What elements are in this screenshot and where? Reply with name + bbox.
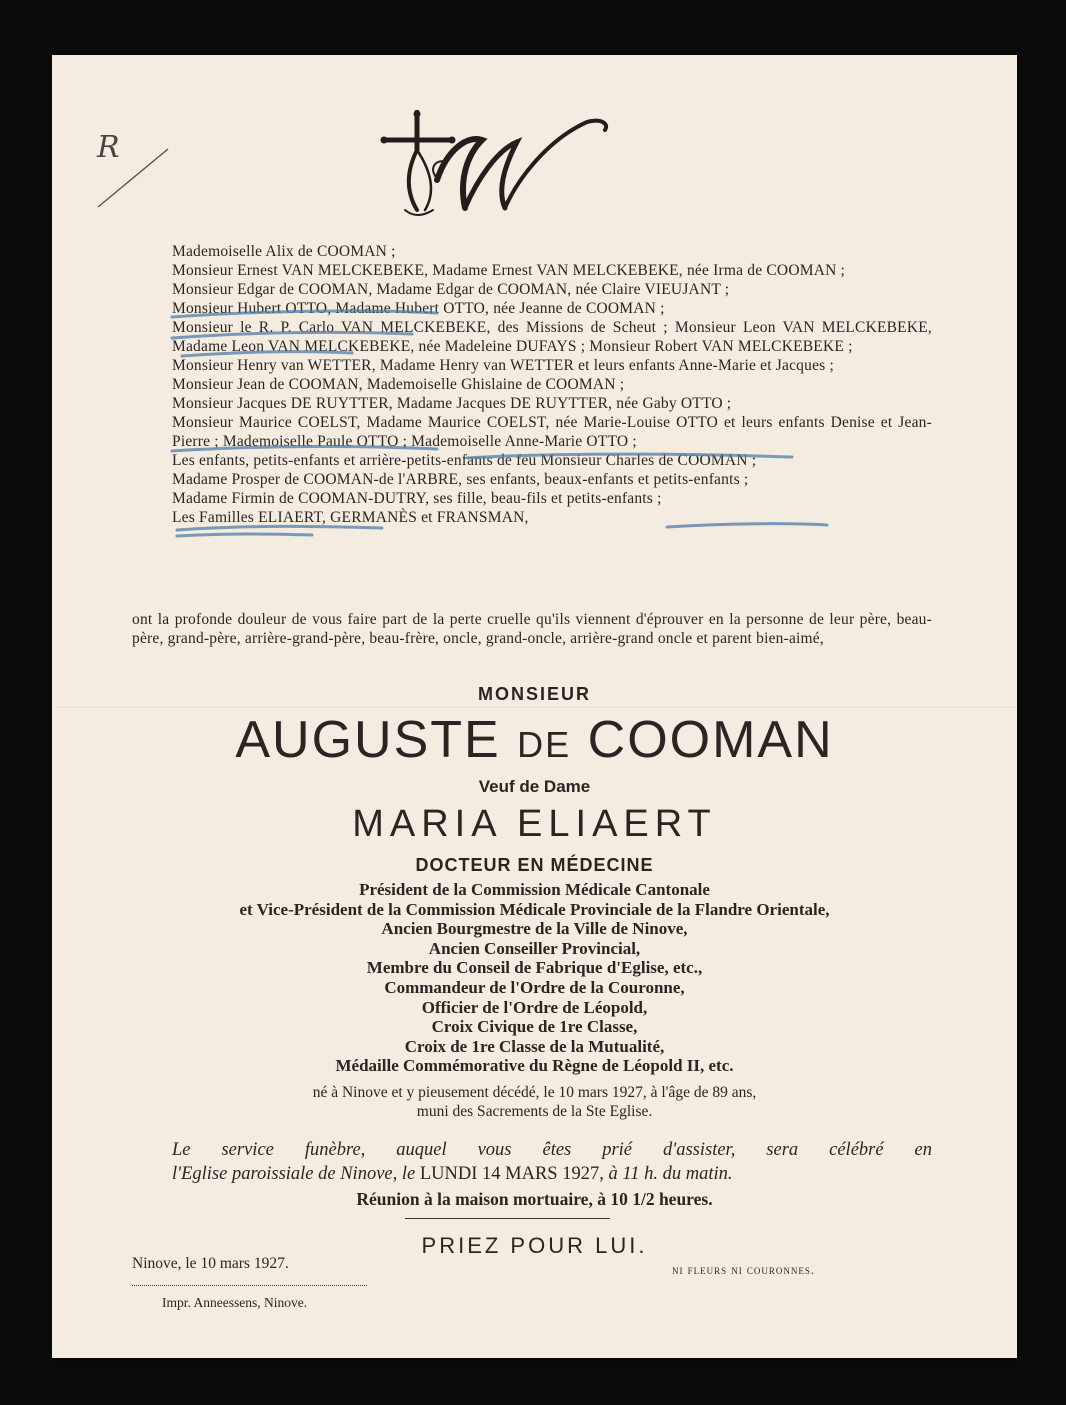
mourner-line: Monsieur Jacques DE RUYTTER, Madame Jacques DE RUYTTER, née Gaby OTTO ; (172, 395, 732, 412)
mourner-line: Monsieur Ernest VAN MELCKEBEKE, Madame Ernest VAN MELCKEBEKE, née Irma de COOMAN ; (172, 262, 846, 279)
death-line: né à Ninove et y pieusement décédé, le 10 mars 1927, à l'âge de 89 ans, (312, 1084, 757, 1101)
deceased-particle: DE (517, 724, 572, 765)
title-line: Ancien Conseiller Provincial, (428, 938, 641, 958)
title-line: Croix Civique de 1re Classe, (431, 1017, 638, 1037)
mourner-line: Monsieur Jean de COOMAN, Mademoiselle Ghislaine de COOMAN ; (172, 376, 625, 393)
paper-fold (52, 707, 1017, 709)
title-line: Président de la Commission Médicale Cantonale (359, 880, 710, 899)
service-date: LUNDI 14 MARS 1927, (419, 1164, 604, 1184)
profession: DOCTEUR EN MÉDECINE (415, 855, 654, 875)
title-line: Croix de 1re Classe de la Mutualité, (404, 1036, 665, 1056)
place-date: Ninove, le 10 mars 1927. (132, 1255, 289, 1272)
title-line: et Vice-Président de la Commission Médicale Provinciale de la Flandre Orientale, (239, 899, 830, 919)
mourner-line: Monsieur le R. P. Carlo VAN MELCKEBEKE, des Missions de Scheut ; Monsieur Leon VAN MELCKEBEKE, Madame Leon VAN MELCKEBEKE, née Madeleine DUFAYS ; Monsieur Robert VAN MELCKEBEKE ; (172, 319, 932, 355)
mourner-line: Les Familles ELIAERT, GERMANÈS et FRANSMAN, (172, 509, 529, 526)
handwritten-mark: R (97, 130, 120, 165)
title-line: Ancien Bourgmestre de la Ville de Ninove, (381, 919, 688, 939)
mourner-line: Monsieur Edgar de COOMAN, Madame Edgar de COOMAN, née Claire VIEUJANT ; (172, 281, 730, 298)
printer-credit: Impr. Anneessens, Ninove. (162, 1295, 308, 1310)
spouse-name: MARIA ELIAERT (352, 803, 717, 845)
deceased-first-name: AUGUSTE (235, 711, 501, 769)
honorific: MONSIEUR (477, 684, 591, 704)
service-location: l'Eglise paroissiale de Ninove, le (172, 1164, 416, 1184)
mourner-line: Mademoiselle Alix de COOMAN ; (172, 243, 396, 260)
announcement-paragraph: ont la profonde douleur de vous faire part de la perte cruelle qu'ils viennent d'éprouver en la personne de leur père, beau-père, grand-père, arrière-grand-père, beau-frère, oncle, grand-oncle, arrière-grand oncle et parent bien-aimé, (132, 611, 932, 647)
gathering-notice: Réunion à la maison mortuaire, à 10 1/2 heures. (356, 1189, 713, 1209)
mourning-card (52, 55, 1017, 1358)
divider (405, 1218, 610, 1219)
titles-list (52, 880, 1017, 1076)
mourner-line: Monsieur Hubert OTTO, Madame Hubert OTTO, née Jeanne de COOMAN ; (172, 300, 665, 317)
deceased-last-name: COOMAN (587, 711, 834, 769)
funeral-service (172, 1138, 932, 1186)
cross-monogram-icon (377, 110, 617, 220)
service-line: Le service funèbre, auquel vous êtes prié d'assister, sera célébré en (172, 1140, 932, 1160)
mourner-line: Les enfants, petits-enfants et arrière-petits-enfants de feu Monsieur Charles de COOMAN ; (172, 452, 757, 469)
death-notice (52, 1083, 1017, 1121)
mourner-line: Madame Firmin de COOMAN-DUTRY, ses fille, beau-fils et petits-enfants ; (172, 490, 662, 507)
deceased-name (52, 710, 1017, 770)
dotted-divider (132, 1285, 367, 1286)
pencil-slash-icon (94, 143, 174, 213)
mourner-line: Monsieur Henry van WETTER, Madame Henry van WETTER et leurs enfants Anne-Marie et Jacques ; (172, 357, 834, 374)
mourners-list (172, 242, 932, 527)
service-time: à 11 h. du matin. (608, 1164, 733, 1184)
title-line: Commandeur de l'Ordre de la Couronne, (384, 977, 685, 997)
service-line (172, 1162, 932, 1186)
prayer-request: PRIEZ POUR LUI. (421, 1233, 648, 1258)
sacraments-line: muni des Sacrements de la Ste Eglise. (416, 1103, 653, 1120)
title-line: Membre du Conseil de Fabrique d'Eglise, etc., (366, 958, 703, 978)
no-flowers-notice: ni fleurs ni couronnes. (672, 1263, 816, 1277)
title-line: Médaille Commémorative du Règne de Léopold II, etc. (335, 1056, 734, 1076)
title-line: Officier de l'Ordre de Léopold, (421, 997, 648, 1017)
announcement-text (132, 610, 932, 648)
mourner-line: Monsieur Maurice COELST, Madame Maurice COELST, née Marie-Louise OTTO et leurs enfants Denise et Jean-Pierre ; Mademoiselle Paule OTTO ; Mademoiselle Anne-Marie OTTO ; (172, 414, 932, 450)
widower-label: Veuf de Dame (478, 777, 591, 796)
mourner-line: Madame Prosper de COOMAN-de l'ARBRE, ses enfants, beaux-enfants et petits-enfants ; (172, 471, 749, 488)
